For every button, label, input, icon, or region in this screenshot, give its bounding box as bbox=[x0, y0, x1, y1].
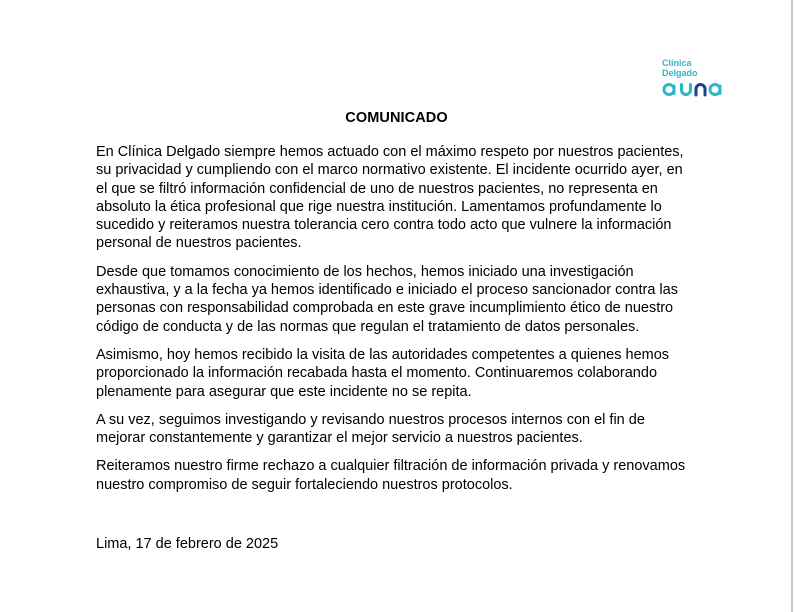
document-title: COMUNICADO bbox=[345, 110, 448, 126]
paragraph-1: En Clínica Delgado siempre hemos actuado con el máximo respeto por nuestros pacientes, su privacidad y cumpliendo con el marco normativo existente. El incidente ocurrido ayer, en el que se filtró información confidencial de uno de nuestros pacientes, no representa en absoluto la ética profesional que rige nuestra institución. Lamentamos profundamente lo sucedido y reiteramos nuestra tolerancia cero contra todo acto que vulnere la información personal de nuestros pacientes. bbox=[96, 144, 684, 252]
paragraph-5: Reiteramos nuestro firme rechazo a cualquier filtración de información privada y renovamos nuestro compromiso de seguir fortaleciendo nuestros protocolos. bbox=[96, 458, 686, 493]
logo-text-delgado: Delgado bbox=[662, 68, 698, 78]
paragraph-3: Asimismo, hoy hemos recibido la visita de las autoridades competentes a quienes hemos proporcionado la información recabada hasta el momento. Continuaremos colaborando plenamente para asegurar que este incidente no se repita. bbox=[96, 346, 670, 400]
document-body bbox=[96, 143, 696, 504]
paragraph-4: A su vez, seguimos investigando y revisando nuestros procesos internos con el fin de mejorar constantemente y garantizar el mejor servicio a nuestros pacientes. bbox=[96, 411, 645, 447]
document-date: Lima, 17 de febrero de 2025 bbox=[96, 536, 279, 552]
logo-text-clinica: Clínica bbox=[662, 58, 692, 68]
clinica-delgado-auna-logo bbox=[662, 58, 737, 97]
paragraph-2: Desde que tomamos conocimiento de los hechos, hemos iniciado una investigación exhaustiva, y a la fecha ya hemos identificado e iniciado el proceso sancionador contra las personas con responsabilidad comprobada en este grave incumplimiento ético de nuestro código de conducta y de las normas que regulan el tratamiento de datos personales. bbox=[96, 263, 678, 335]
auna-wordmark-icon bbox=[662, 81, 726, 97]
